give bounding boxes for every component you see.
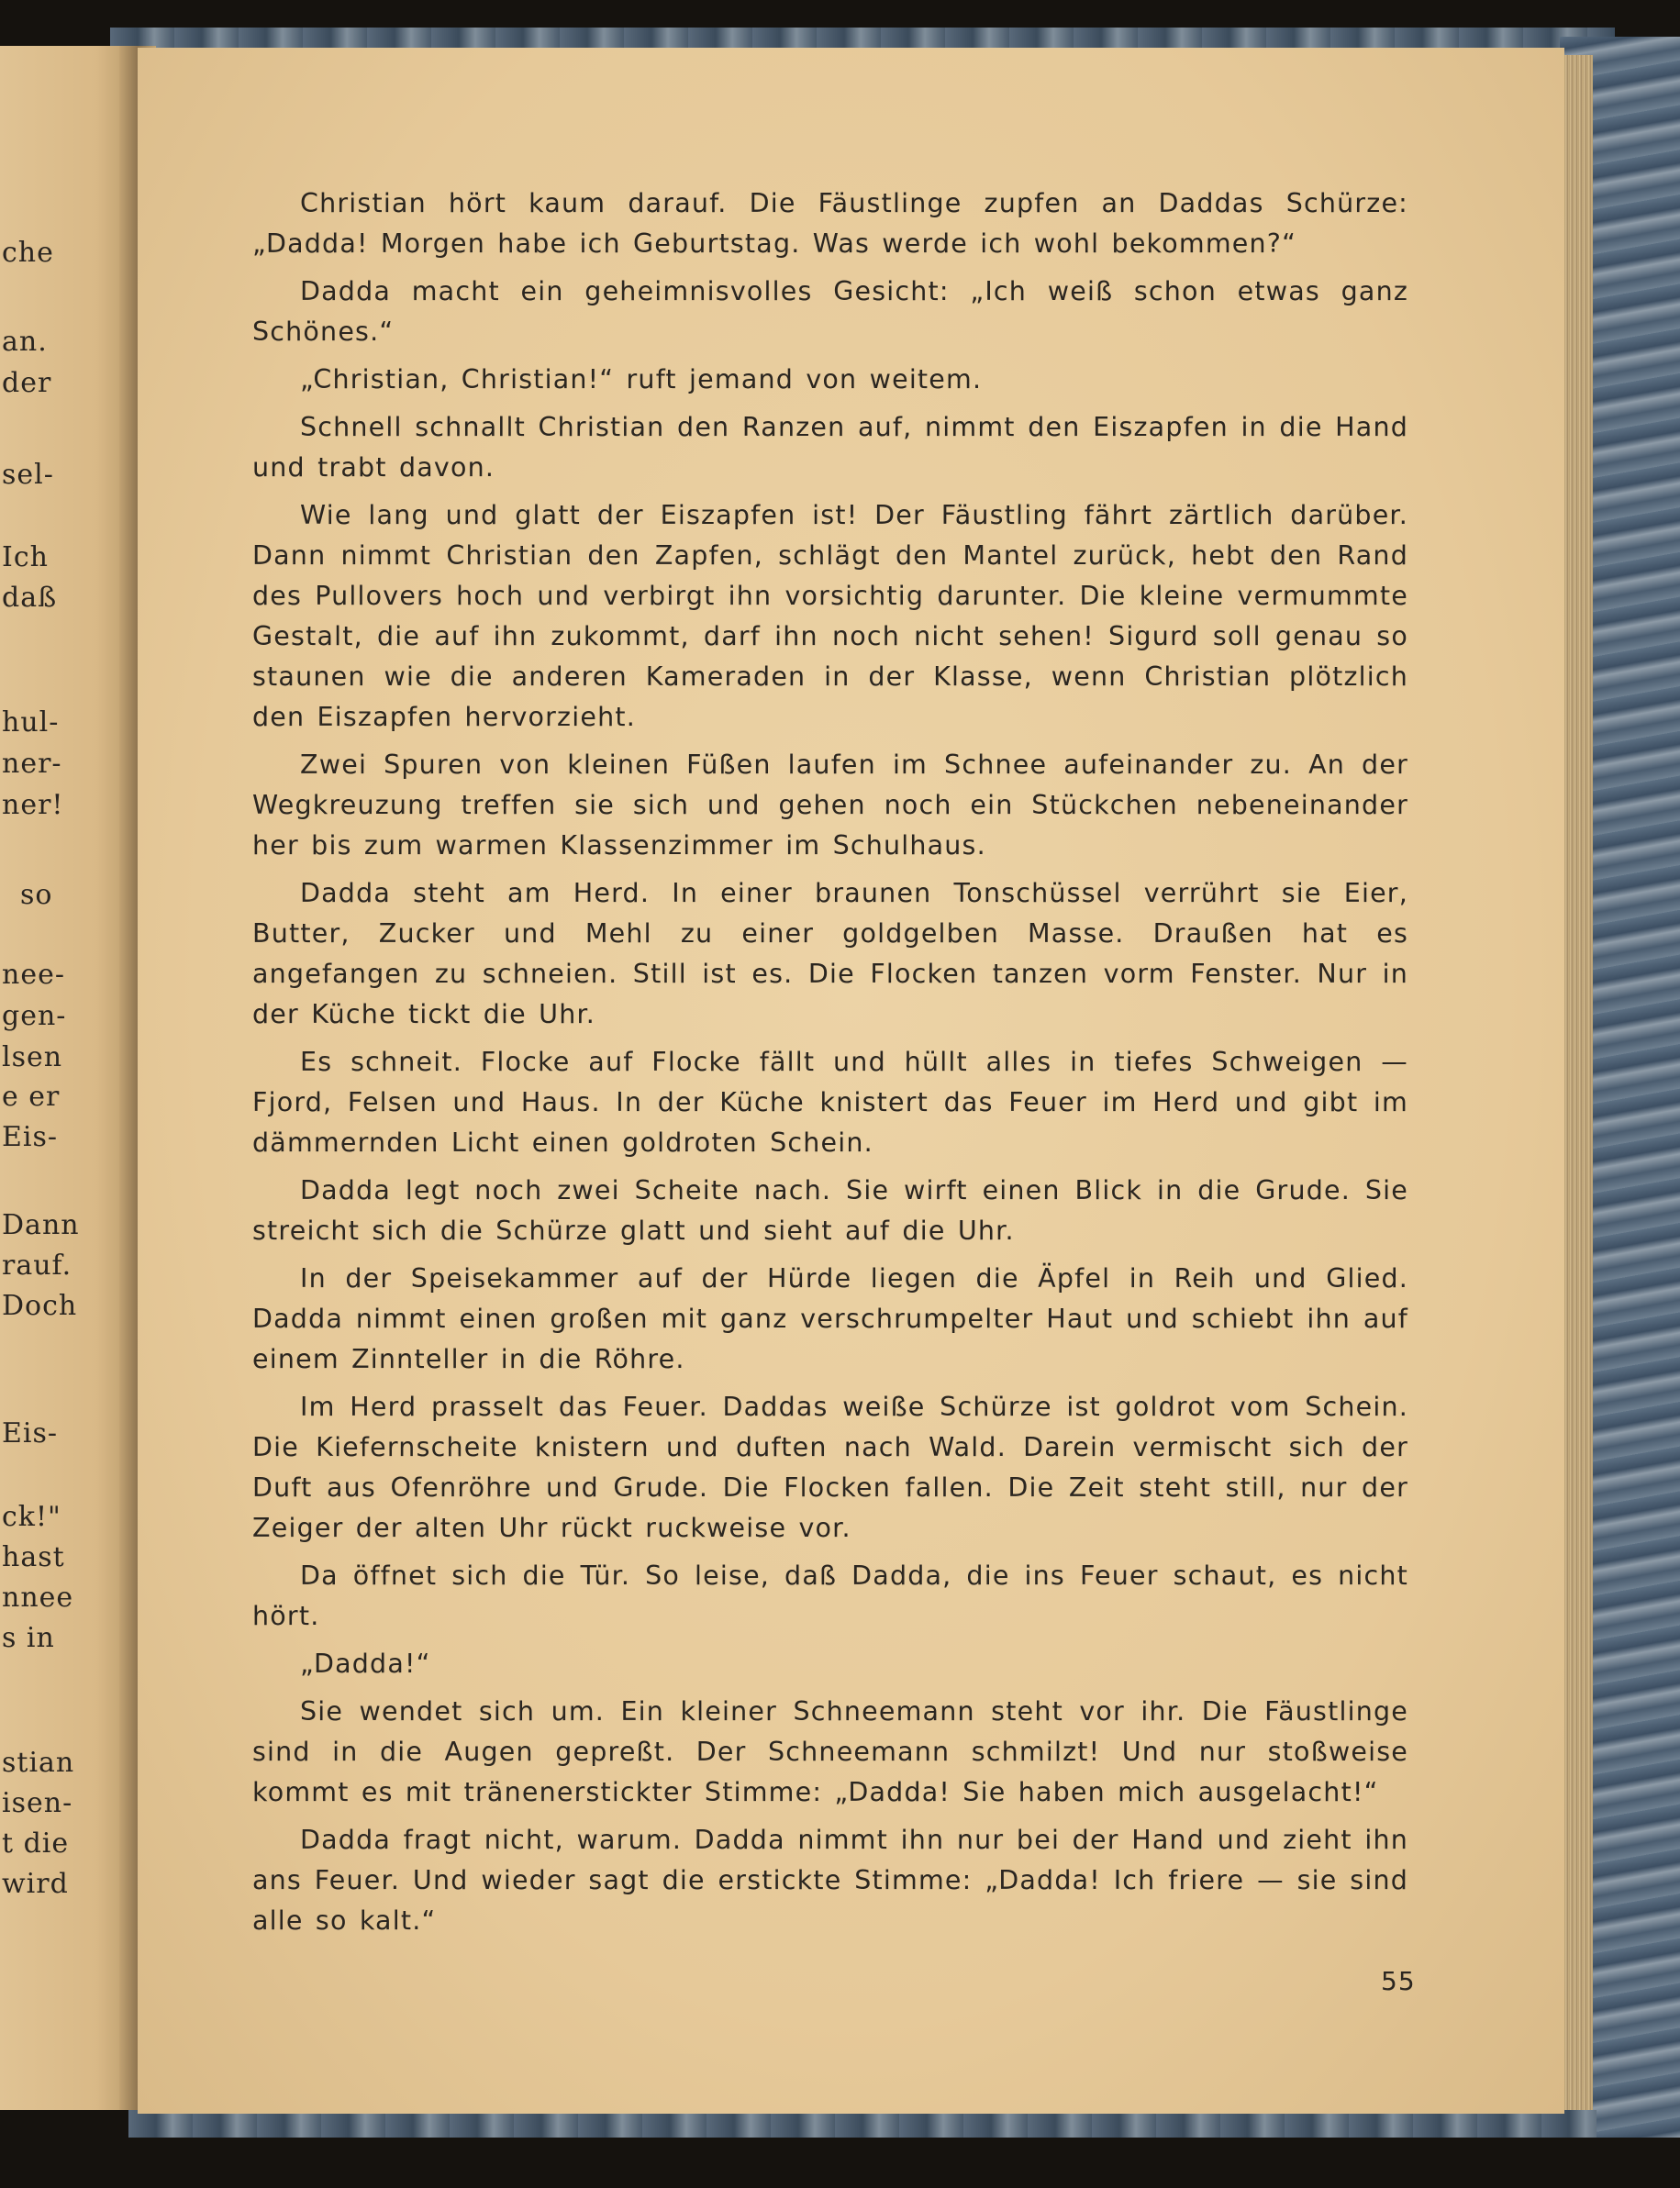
left-page-fragment: Eis- <box>2 1417 59 1449</box>
left-page-fragment: daß <box>2 582 58 614</box>
left-page-fragment: hul- <box>2 706 60 739</box>
paragraph: Schnell schnallt Christian den Ranzen auf, nimmt den Eiszapfen in die Hand und trabt davon. <box>252 412 1408 483</box>
left-page-fragment: s in <box>2 1622 55 1654</box>
left-page-fragment: t die <box>2 1827 70 1860</box>
left-page-fragment: lsen <box>2 1041 63 1073</box>
left-page-fragment: an. <box>2 326 48 358</box>
left-page-fragment: Eis- <box>2 1121 59 1153</box>
paragraph: Im Herd prasselt das Feuer. Daddas weiße Schürze ist goldrot vom Schein. Die Kiefernscheite knistern und duften nach Wald. Darein vermischt sich der Duft aus Ofenröhre und Grude. Die Flocken fallen. Die Zeit steht still, nur der Zeiger der alten Uhr rückt ruckweise vor. <box>252 1392 1408 1543</box>
paragraph: „Dadda!“ <box>300 1649 431 1679</box>
paragraph: Da öffnet sich die Tür. So leise, daß Dadda, die ins Feuer schaut, es nicht hört. <box>252 1560 1408 1631</box>
left-page-fragment: rauf. <box>2 1249 72 1282</box>
left-page-fragment: ner- <box>2 748 62 780</box>
left-page-fragment: Ich <box>2 541 49 573</box>
paragraph: Zwei Spuren von kleinen Füßen laufen im Schnee aufeinander zu. An der Wegkreuzung treffen sie sich und gehen noch ein Stückchen nebeneinander her bis zum warmen Klassenzimmer im Schulhaus. <box>252 750 1408 861</box>
page-text <box>252 183 1408 1949</box>
paragraph: Dadda legt noch zwei Scheite nach. Sie wirft einen Blick in die Grude. Sie streicht sich die Schürze glatt und sieht auf die Uhr. <box>252 1175 1408 1246</box>
paragraph: Dadda fragt nicht, warum. Dadda nimmt ihn nur bei der Hand und zieht ihn ans Feuer. Und wieder sagt die erstickte Stimme: „Dadda! Ich friere — sie sind alle so kalt.“ <box>252 1825 1408 1936</box>
paragraph: Wie lang und glatt der Eiszapfen ist! Der Fäustling fährt zärtlich darüber. Dann nimmt Christian den Zapfen, schlägt den Mantel zurück, hebt den Rand des Pullovers hoch und verbirgt ihn vorsichtig darunter. Die kleine vermummte Gestalt, die auf ihn zukommt, darf ihn noch nicht sehen! Sigurd soll genau so staunen wie die anderen Kameraden in der Klasse, wenn Christian plötzlich den Eiszapfen hervorzieht. <box>252 500 1408 732</box>
page-number: 55 <box>1381 1966 1416 1996</box>
left-page-fragment: nnee <box>2 1582 74 1614</box>
left-page-fragment: ner! <box>2 789 64 821</box>
paragraph: Dadda macht ein geheimnisvolles Gesicht: „Ich weiß schon etwas ganz Schönes.“ <box>252 276 1408 347</box>
paragraph: Sie wendet sich um. Ein kleiner Schneemann steht vor ihr. Die Fäustlinge sind in die Augen gepreßt. Der Schneemann schmilzt! Und nur stoßweise kommt es mit tränenerstickter Stimme: „Dadda! Sie haben mich ausgelacht!“ <box>252 1696 1408 1807</box>
left-page-fragment: Dann <box>2 1209 80 1241</box>
paragraph: „Christian, Christian!“ ruft jemand von weitem. <box>300 364 983 394</box>
paragraph: Es schneit. Flocke auf Flocke fällt und hüllt alles in tiefes Schweigen — Fjord, Felsen und Haus. In der Küche knistert das Feuer im Herd und gibt im dämmernden Licht einen goldroten Schein. <box>252 1047 1408 1158</box>
left-page-fragment: gen- <box>2 1000 67 1032</box>
left-page-fragment: isen- <box>2 1787 73 1819</box>
paragraph: Christian hört kaum darauf. Die Fäustlinge zupfen an Daddas Schürze: „Dadda! Morgen habe ich Geburtstag. Was werde ich wohl bekommen?“ <box>252 188 1408 259</box>
left-page-fragment: hast <box>2 1541 65 1573</box>
left-page-fragment: ck!" <box>2 1501 61 1533</box>
page-stack-edges <box>1560 55 1593 2110</box>
left-page-fragment: der <box>2 367 52 399</box>
paragraph: Dadda steht am Herd. In einer braunen Tonschüssel verrührt sie Eier, Butter, Zucker und Mehl zu einer goldgelben Masse. Draußen hat es angefangen zu schneien. Still ist es. Die Flocken tanzen vorm Fenster. Nur in der Küche tickt die Uhr. <box>252 878 1408 1029</box>
left-page-fragment: wird <box>2 1868 69 1900</box>
book-cover-bottom-edge <box>128 2110 1597 2138</box>
left-page-fragment: e er <box>2 1081 61 1113</box>
left-page-fragment: nee- <box>2 959 65 991</box>
left-page-fragment: stian <box>2 1747 75 1779</box>
left-page-fragment: so <box>20 879 53 911</box>
left-page-fragment: Doch <box>2 1290 78 1322</box>
left-page-fragment: sel- <box>2 459 54 491</box>
left-page-fragment: che <box>2 237 54 269</box>
paragraph: In der Speisekammer auf der Hürde liegen die Äpfel in Reih und Glied. Dadda nimmt einen großen mit ganz verschrumpelter Haut und schiebt ihn auf einem Zinnteller in die Röhre. <box>252 1263 1408 1374</box>
